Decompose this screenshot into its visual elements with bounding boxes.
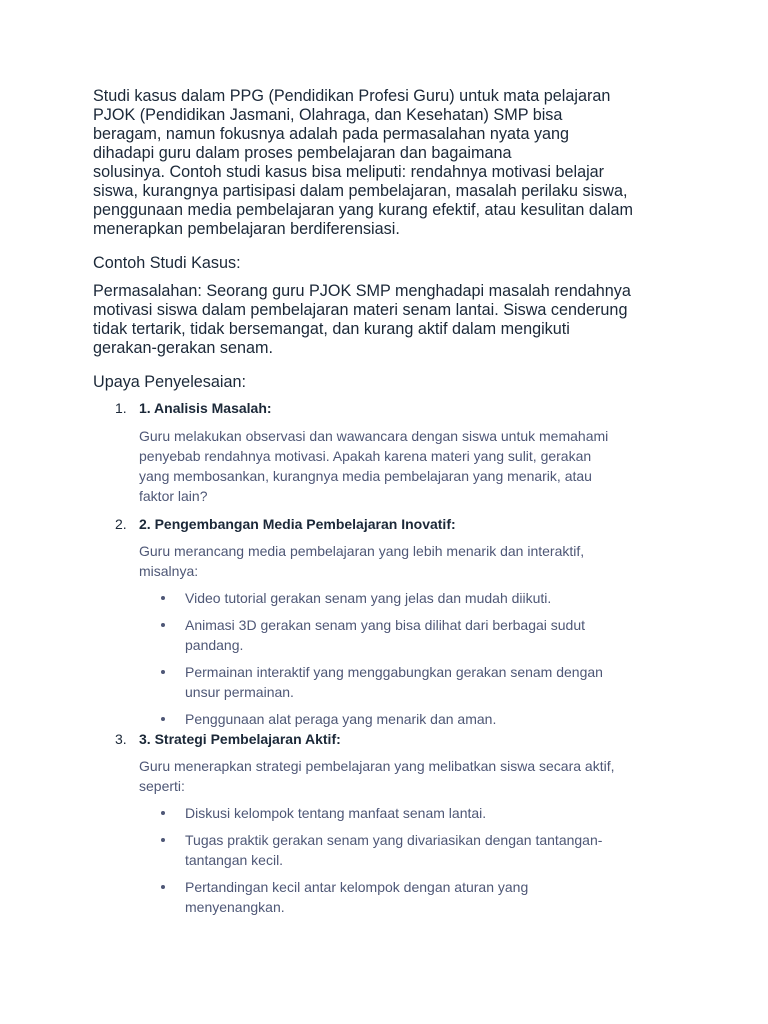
intro-line: siswa, kurangnya partisipasi dalam pembelajaran, masalah perilaku siswa, [93, 182, 628, 200]
bullet-dot-icon [161, 596, 165, 600]
intro-line: PJOK (Pendidikan Jasmani, Olahraga, dan Kesehatan) SMP bisa [93, 106, 563, 124]
step-item [93, 515, 683, 729]
step-description-line: misalnya: [139, 563, 199, 579]
bullet-dot-icon [161, 838, 165, 842]
step-item [93, 730, 683, 917]
step-description [139, 541, 683, 581]
document-page [93, 87, 683, 924]
intro-line: penggunaan media pembelajaran yang kurang efektif, atau kesulitan dalam [93, 201, 633, 219]
bullet-item: Video tutorial gerakan senam yang jelas dan mudah diikuti. [139, 588, 683, 608]
problem-paragraph [93, 282, 683, 358]
step-description-line: Guru merancang media pembelajaran yang lebih menarik dan interaktif, [139, 543, 585, 559]
bullet-item: Permainan interaktif yang menggabungkan gerakan senam dengan unsur permainan. [139, 662, 683, 702]
step-item [93, 399, 683, 506]
bullet-item: Penggunaan alat peraga yang menarik dan aman. [139, 709, 683, 729]
step-title: 3. Strategi Pembelajaran Aktif: [139, 731, 341, 747]
step-description [139, 756, 683, 796]
step-title: 2. Pengembangan Media Pembelajaran Inovatif: [139, 516, 456, 532]
solution-heading: Upaya Penyelesaian: [93, 373, 246, 391]
bullet-list [139, 803, 683, 917]
problem-line: motivasi siswa dalam pembelajaran materi senam lantai. Siswa cenderung [93, 301, 628, 319]
step-description-line: seperti: [139, 778, 185, 794]
bullet-dot-icon [161, 717, 165, 721]
bullet-item: Diskusi kelompok tentang manfaat senam lantai. [139, 803, 683, 823]
step-description-line: Guru melakukan observasi dan wawancara dengan siswa untuk memahami [139, 428, 609, 444]
bullet-item: Pertandingan kecil antar kelompok dengan aturan yang menyenangkan. [139, 877, 683, 917]
bullet-item: Tugas praktik gerakan senam yang divariasikan dengan tantangan- tantangan kecil. [139, 830, 683, 870]
problem-line: tidak tertarik, tidak bersemangat, dan kurang aktif dalam mengikuti [93, 320, 570, 338]
bullet-dot-icon [161, 885, 165, 889]
step-number: 2. [115, 516, 127, 532]
step-description [139, 426, 683, 506]
step-description-line: faktor lain? [139, 488, 208, 504]
intro-line: beragam, namun fokusnya adalah pada permasalahan nyata yang [93, 125, 570, 143]
problem-line: Permasalahan: Seorang guru PJOK SMP menghadapi masalah rendahnya [93, 282, 631, 300]
intro-line: menerapkan pembelajaran berdiferensiasi. [93, 220, 400, 238]
bullet-dot-icon [161, 670, 165, 674]
bullet-dot-icon [161, 623, 165, 627]
bullet-item: Animasi 3D gerakan senam yang bisa dilihat dari berbagai sudut pandang. [139, 615, 683, 655]
step-number: 3. [115, 731, 127, 747]
problem-line: gerakan-gerakan senam. [93, 339, 273, 357]
step-description-line: penyebab rendahnya motivasi. Apakah karena materi yang sulit, gerakan [139, 448, 592, 464]
intro-line: Studi kasus dalam PPG (Pendidikan Profesi Guru) untuk mata pelajaran [93, 87, 611, 105]
solution-steps-list [93, 399, 683, 917]
bullet-dot-icon [161, 811, 165, 815]
step-number: 1. [115, 400, 127, 416]
intro-line: dihadapi guru dalam proses pembelajaran dan bagaimana [93, 144, 512, 162]
intro-line: solusinya. Contoh studi kasus bisa meliputi: rendahnya motivasi belajar [93, 163, 605, 181]
step-title: 1. Analisis Masalah: [139, 400, 272, 416]
intro-paragraph [93, 87, 683, 239]
bullet-list [139, 588, 683, 729]
example-heading: Contoh Studi Kasus: [93, 254, 241, 272]
step-description-line: yang membosankan, kurangnya media pembelajaran yang menarik, atau [139, 468, 592, 484]
step-description-line: Guru menerapkan strategi pembelajaran yang melibatkan siswa secara aktif, [139, 758, 615, 774]
